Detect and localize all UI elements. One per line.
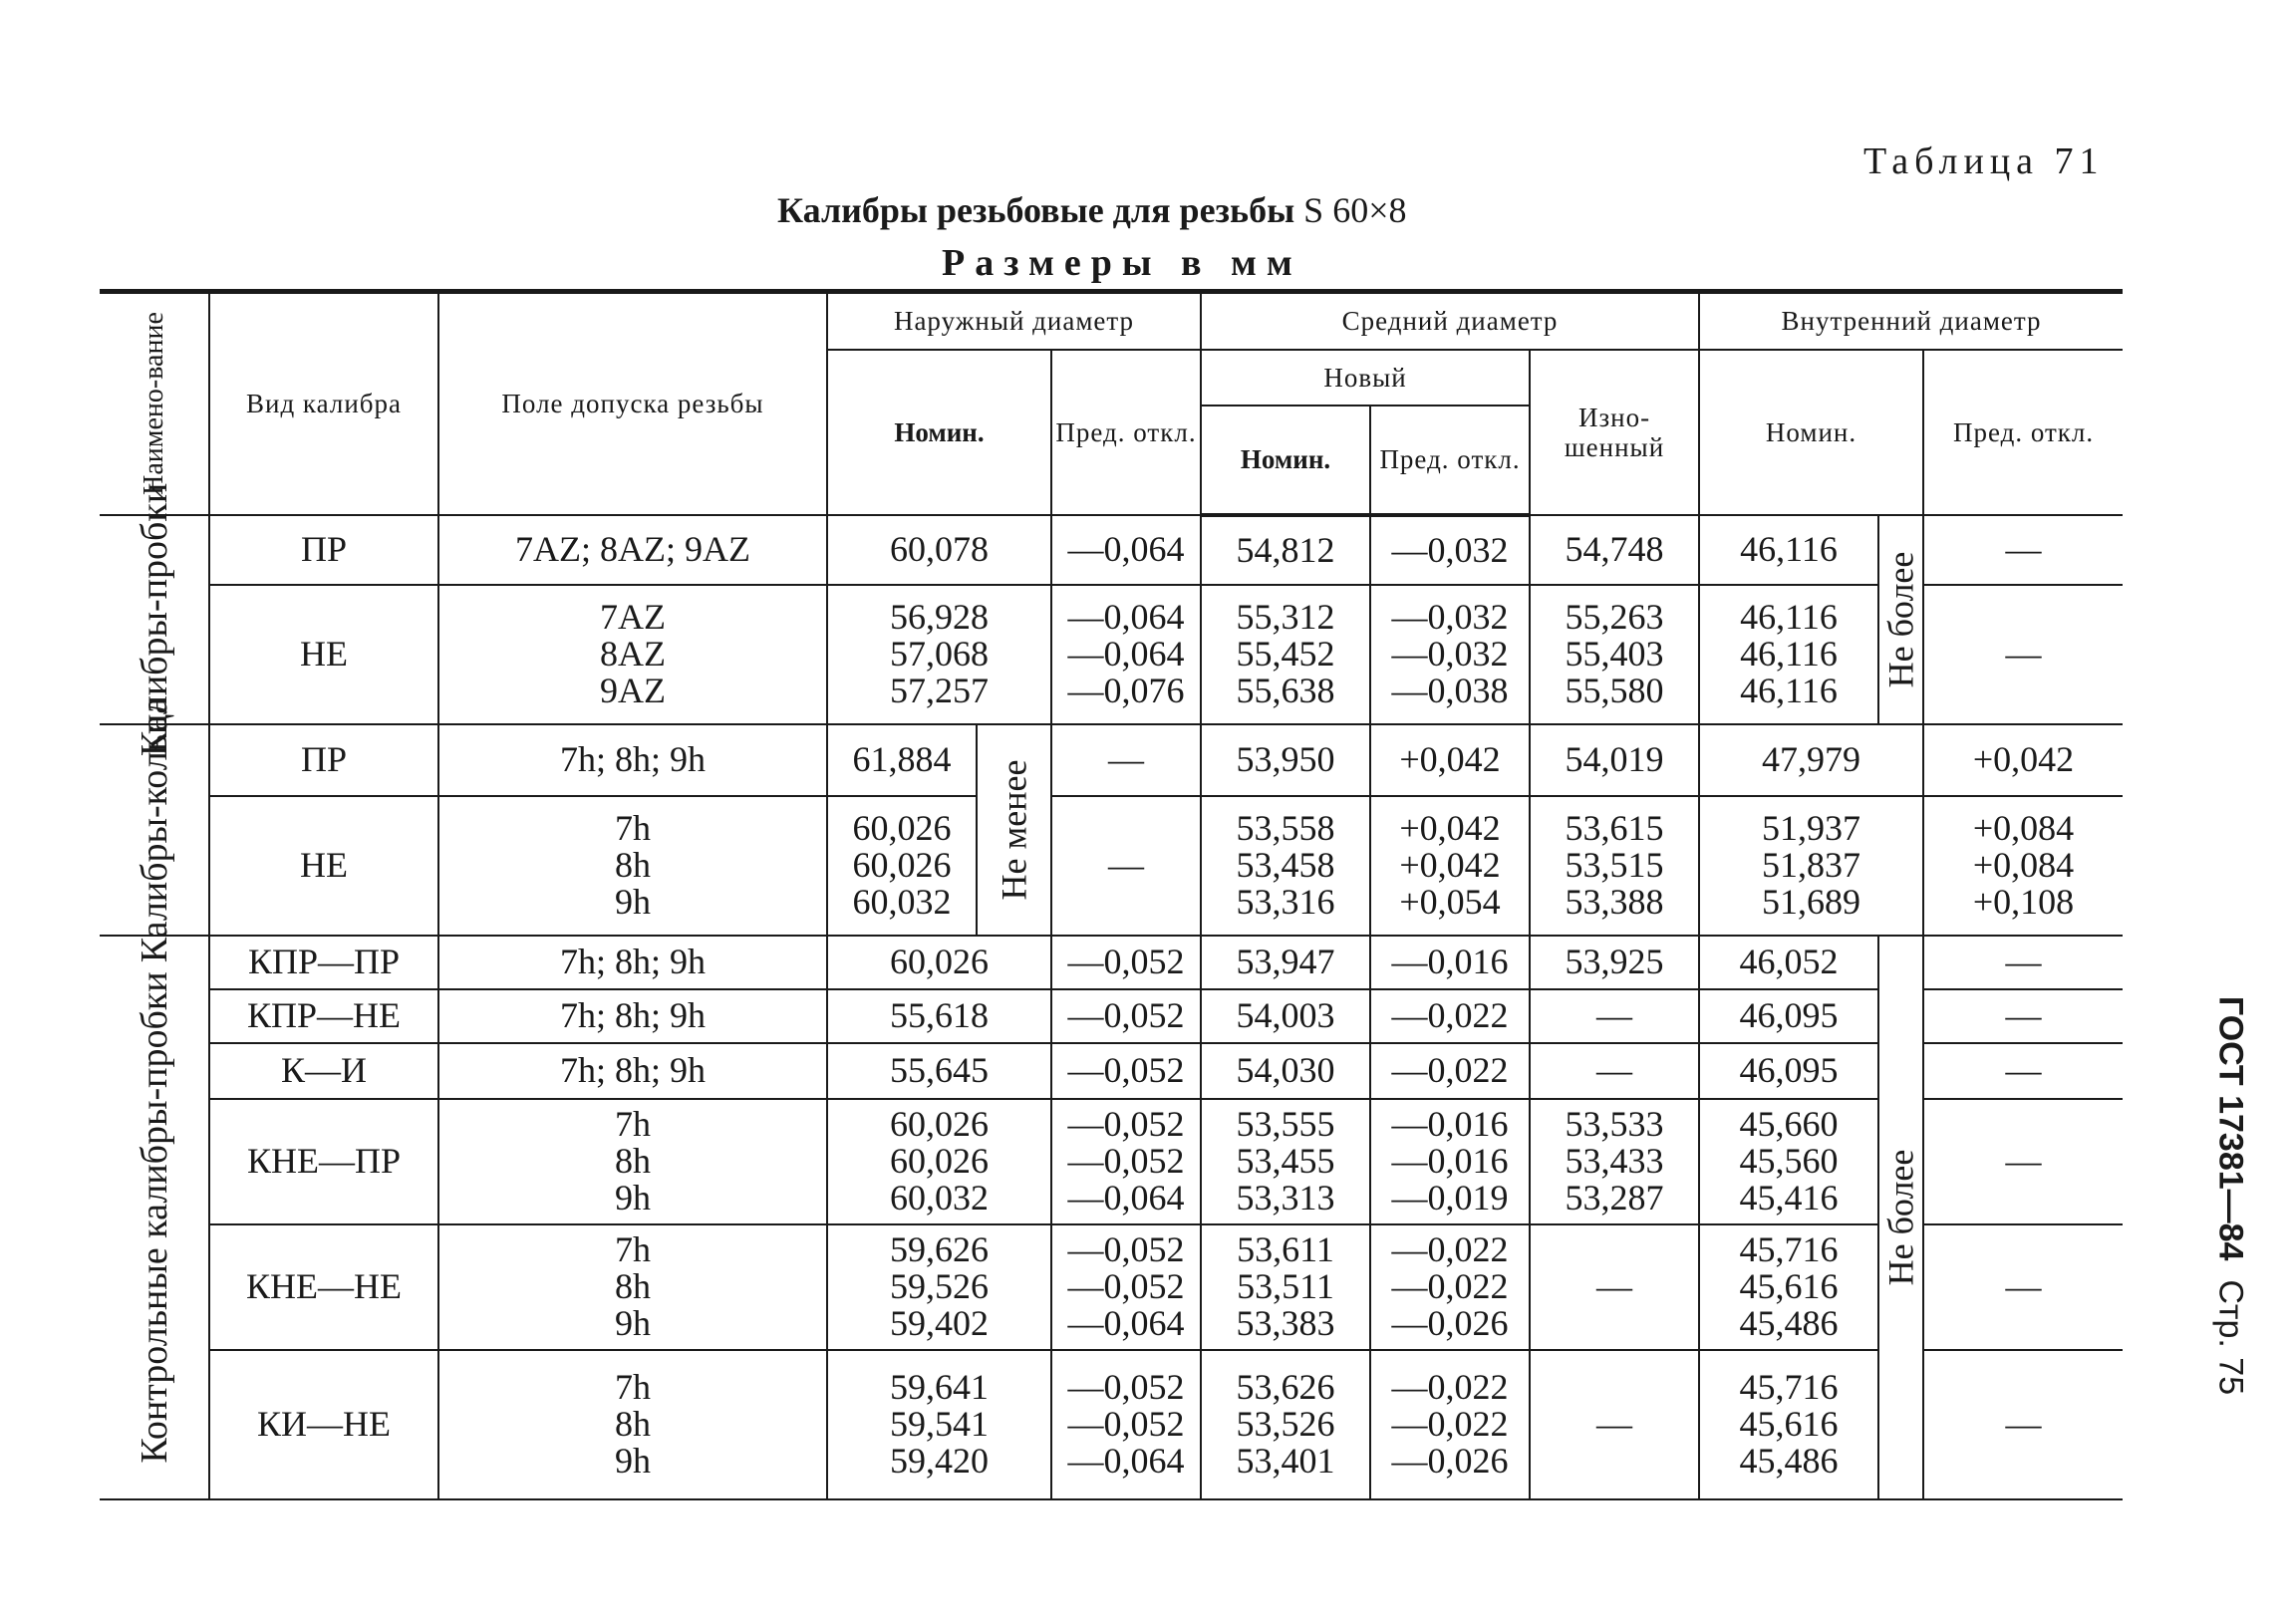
- gauge-type: ПР: [209, 724, 438, 796]
- tolerance-field: 7h 8h 9h: [438, 1224, 827, 1350]
- outer-nominal: 55,645: [827, 1043, 1051, 1099]
- inner-nominal: 45,660 45,560 45,416: [1699, 1099, 1878, 1224]
- outer-deviation: —0,052: [1051, 1043, 1201, 1099]
- gauge-type: КПР—ПР: [209, 936, 438, 989]
- table-row: [100, 1043, 2123, 1099]
- outer-deviation: —0,064: [1051, 515, 1201, 585]
- outer-deviation: —0,052 —0,052 —0,064: [1051, 1099, 1201, 1224]
- tolerance-field: 7h 8h 9h: [438, 796, 827, 936]
- worn-value: 54,748: [1530, 515, 1699, 585]
- header-outer-deviation: Пред. откл.: [1051, 350, 1201, 515]
- inner-nominal: 46,116 46,116 46,116: [1699, 585, 1878, 724]
- mean-nominal: 53,558 53,458 53,316: [1201, 796, 1370, 936]
- mean-deviation: +0,042 +0,042 +0,054: [1370, 796, 1530, 936]
- outer-nominal: 61,884: [827, 724, 977, 796]
- outer-deviation: —0,052 —0,052 —0,064: [1051, 1350, 1201, 1499]
- mean-nominal: 53,950: [1201, 724, 1370, 796]
- worn-value: —: [1530, 1043, 1699, 1099]
- table-row: [100, 515, 2123, 585]
- table-row: [100, 585, 2123, 724]
- inner-nominal: 47,979: [1699, 724, 1923, 796]
- worn-value: 53,533 53,433 53,287: [1530, 1099, 1699, 1224]
- group-rings: Калибры-кольца: [100, 724, 209, 936]
- worn-value: 54,019: [1530, 724, 1699, 796]
- inner-nominal: 46,095: [1699, 989, 1878, 1043]
- mean-nominal: 53,611 53,511 53,383: [1201, 1224, 1370, 1350]
- worn-value: 53,615 53,515 53,388: [1530, 796, 1699, 936]
- outer-nominal: 60,026 60,026 60,032: [827, 796, 977, 936]
- mean-deviation: —0,016 —0,016 —0,019: [1370, 1099, 1530, 1224]
- inner-nominal: 46,095: [1699, 1043, 1878, 1099]
- mean-deviation: —0,016: [1370, 936, 1530, 989]
- header-new: Новый: [1201, 350, 1530, 406]
- table-subtitle: Размеры в мм: [942, 242, 1302, 284]
- mean-deviation: —0,032 —0,032 —0,038: [1370, 585, 1530, 724]
- header-outer-diameter: Наружный диаметр: [827, 292, 1201, 350]
- outer-nominal: 55,618: [827, 989, 1051, 1043]
- outer-nominal: 59,641 59,541 59,420: [827, 1350, 1051, 1499]
- inner-nominal: 51,937 51,837 51,689: [1699, 796, 1923, 936]
- gauge-type: НЕ: [209, 585, 438, 724]
- side-page: Стр. 75: [2211, 1279, 2250, 1396]
- worn-value: —: [1530, 1224, 1699, 1350]
- outer-deviation: —: [1051, 724, 1201, 796]
- inner-nominal: 46,052: [1699, 936, 1878, 989]
- outer-deviation: —0,052: [1051, 989, 1201, 1043]
- inner-nominal: 46,116: [1699, 515, 1878, 585]
- header-mean-deviation: Пред. откл.: [1370, 406, 1530, 515]
- mean-deviation: —0,022: [1370, 989, 1530, 1043]
- gauge-type: НЕ: [209, 796, 438, 936]
- tolerance-field: 7AZ; 8AZ; 9AZ: [438, 515, 827, 585]
- worn-value: 55,263 55,403 55,580: [1530, 585, 1699, 724]
- header-inner-diameter: Внутренний диаметр: [1699, 292, 2123, 350]
- inner-nominal: 45,716 45,616 45,486: [1699, 1224, 1878, 1350]
- mean-nominal: 53,947: [1201, 936, 1370, 989]
- side-standard-label: [2211, 996, 2250, 1395]
- header-gauge-type: Вид калибра: [209, 292, 438, 515]
- outer-nominal: 60,078: [827, 515, 1051, 585]
- mean-deviation: +0,042: [1370, 724, 1530, 796]
- group-control-plugs: Контрольные калибры-пробки: [100, 936, 209, 1499]
- mean-nominal: 54,030: [1201, 1043, 1370, 1099]
- inner-deviation: +0,084 +0,084 +0,108: [1923, 796, 2123, 936]
- side-standard: ГОСТ 17381—84: [2211, 995, 2250, 1261]
- inner-deviation: —: [1923, 1043, 2123, 1099]
- worn-value: 53,925: [1530, 936, 1699, 989]
- gauge-type: КПР—НЕ: [209, 989, 438, 1043]
- mean-nominal: 54,812: [1201, 515, 1370, 585]
- not-more-control: Не более: [1878, 936, 1923, 1499]
- table-row: [100, 724, 2123, 796]
- gauge-type: КНЕ—ПР: [209, 1099, 438, 1224]
- header-worn: Изно-шенный: [1530, 350, 1699, 515]
- mean-deviation: —0,022 —0,022 —0,026: [1370, 1350, 1530, 1499]
- table-row: [100, 1224, 2123, 1350]
- mean-nominal: 53,626 53,526 53,401: [1201, 1350, 1370, 1499]
- outer-deviation: —0,064 —0,064 —0,076: [1051, 585, 1201, 724]
- table-title: [0, 189, 2286, 231]
- header-name: Наимено-вание: [100, 292, 209, 515]
- inner-deviation: —: [1923, 1099, 2123, 1224]
- header-mean-nominal: Номин.: [1201, 406, 1370, 515]
- inner-deviation: —: [1923, 1224, 2123, 1350]
- header-mean-diameter: Средний диаметр: [1201, 292, 1699, 350]
- outer-nominal: 60,026 60,026 60,032: [827, 1099, 1051, 1224]
- mean-deviation: —0,022: [1370, 1043, 1530, 1099]
- header-outer-nominal: Номин.: [827, 350, 1051, 515]
- group-plugs: Калибры-пробки: [100, 515, 209, 724]
- inner-deviation: —: [1923, 936, 2123, 989]
- tolerance-field: 7h 8h 9h: [438, 1350, 827, 1499]
- gauge-type: КНЕ—НЕ: [209, 1224, 438, 1350]
- mean-deviation: —0,032: [1370, 515, 1530, 585]
- tolerance-field: 7h 8h 9h: [438, 1099, 827, 1224]
- gauge-type: К—И: [209, 1043, 438, 1099]
- inner-deviation: —: [1923, 515, 2123, 585]
- tolerance-field: 7h; 8h; 9h: [438, 989, 827, 1043]
- gauge-table: [100, 289, 2123, 1500]
- not-less-rings: Не менее: [977, 724, 1051, 936]
- inner-deviation: +0,042: [1923, 724, 2123, 796]
- tolerance-field: 7h; 8h; 9h: [438, 936, 827, 989]
- tolerance-field: 7h; 8h; 9h: [438, 1043, 827, 1099]
- outer-nominal: 59,626 59,526 59,402: [827, 1224, 1051, 1350]
- tolerance-field: 7AZ 8AZ 9AZ: [438, 585, 827, 724]
- table-row: [100, 1099, 2123, 1224]
- table-row: [100, 1350, 2123, 1499]
- outer-deviation: —0,052: [1051, 936, 1201, 989]
- title-spec: S 60×8: [1303, 190, 1407, 230]
- outer-deviation: —0,052 —0,052 —0,064: [1051, 1224, 1201, 1350]
- inner-nominal: 45,716 45,616 45,486: [1699, 1350, 1878, 1499]
- header-inner-nominal: Номин.: [1699, 350, 1923, 515]
- inner-deviation: —: [1923, 1350, 2123, 1499]
- gauge-type: КИ—НЕ: [209, 1350, 438, 1499]
- mean-nominal: 53,555 53,455 53,313: [1201, 1099, 1370, 1224]
- mean-nominal: 54,003: [1201, 989, 1370, 1043]
- title-main: Калибры резьбовые для резьбы: [777, 190, 1295, 230]
- table-row: [100, 936, 2123, 989]
- gauge-type: ПР: [209, 515, 438, 585]
- outer-nominal: 56,928 57,068 57,257: [827, 585, 1051, 724]
- table-number: Таблица 71: [1863, 140, 2105, 182]
- table-row: [100, 796, 2123, 936]
- not-more-plugs: Не более: [1878, 515, 1923, 724]
- tolerance-field: 7h; 8h; 9h: [438, 724, 827, 796]
- header-inner-deviation: Пред. откл.: [1923, 350, 2123, 515]
- worn-value: —: [1530, 989, 1699, 1043]
- inner-deviation: —: [1923, 989, 2123, 1043]
- mean-deviation: —0,022 —0,022 —0,026: [1370, 1224, 1530, 1350]
- table-row: [100, 989, 2123, 1043]
- outer-deviation: —: [1051, 796, 1201, 936]
- mean-nominal: 55,312 55,452 55,638: [1201, 585, 1370, 724]
- outer-nominal: 60,026: [827, 936, 1051, 989]
- inner-deviation: —: [1923, 585, 2123, 724]
- header-tolerance-field: Поле допуска резьбы: [438, 292, 827, 515]
- worn-value: —: [1530, 1350, 1699, 1499]
